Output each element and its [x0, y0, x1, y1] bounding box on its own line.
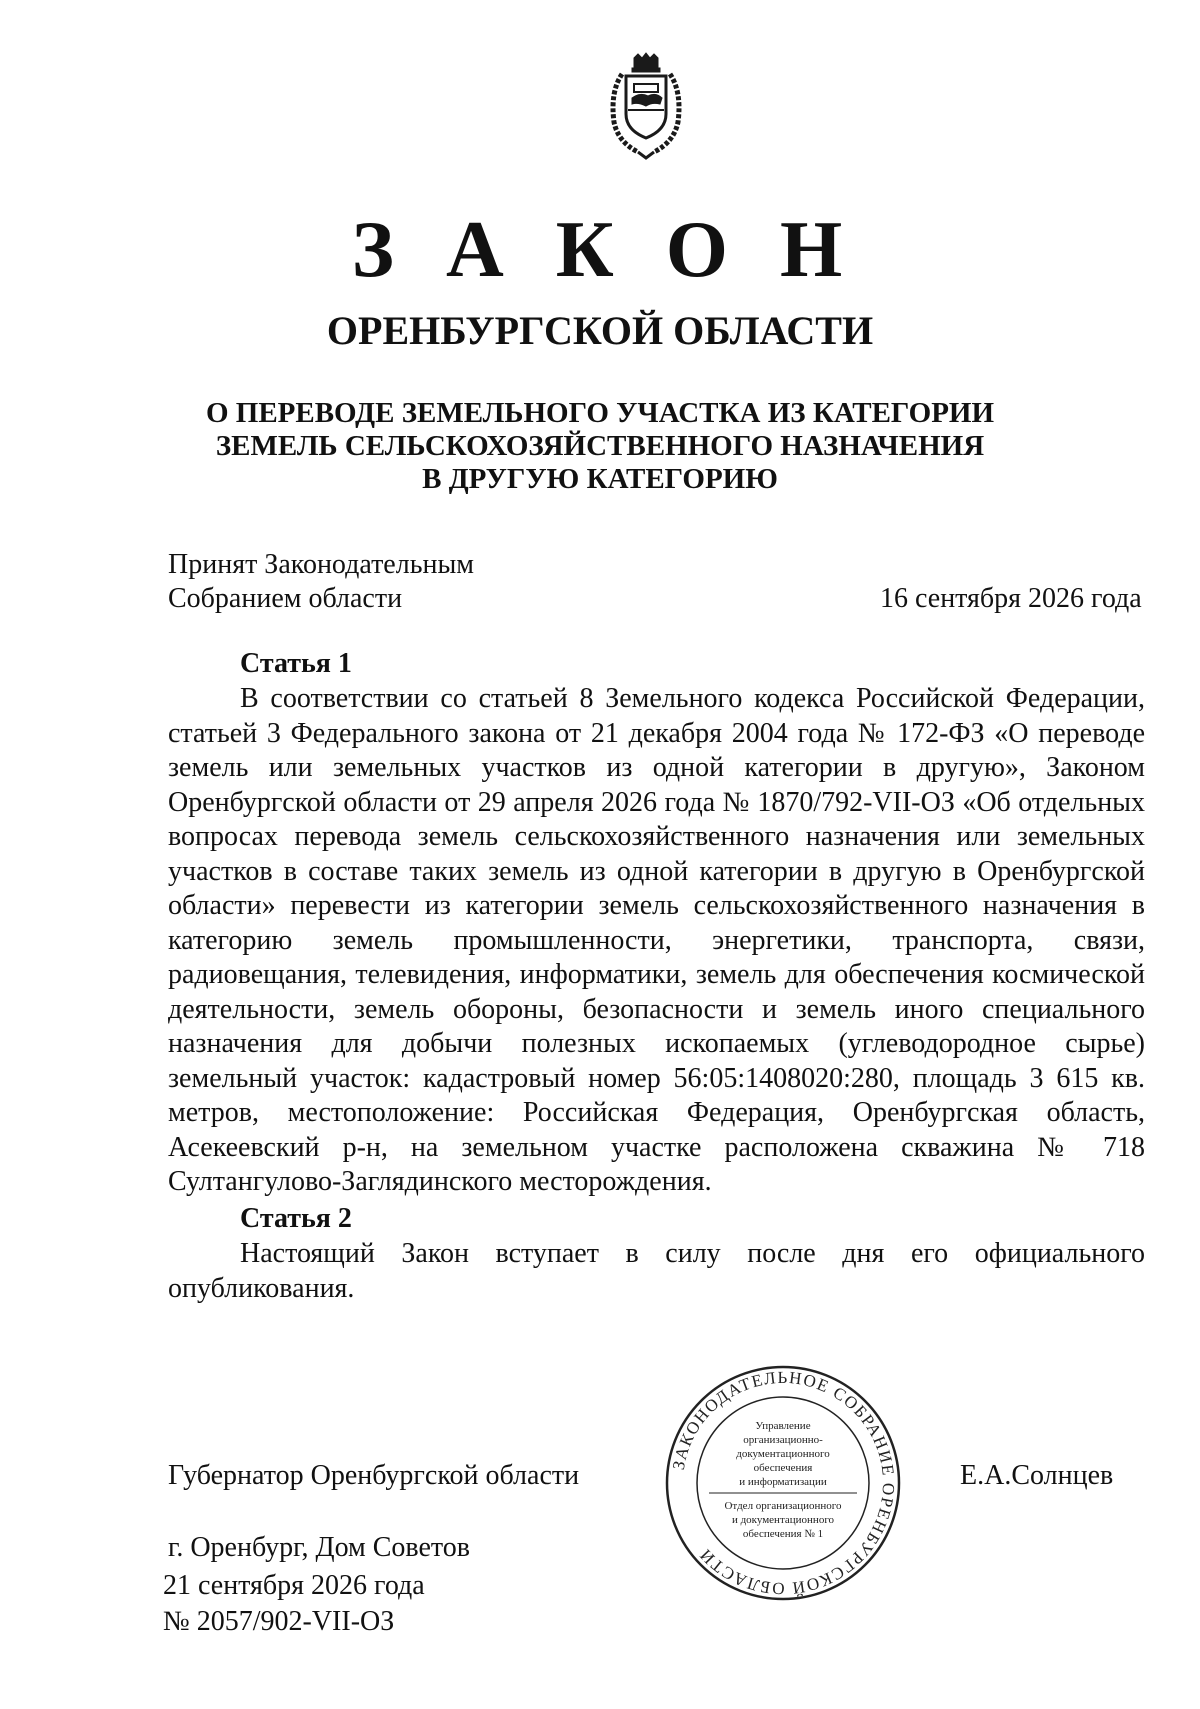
article-2-text: [168, 1237, 1145, 1306]
document-type-title: З А К О Н: [351, 206, 859, 294]
stamp-outer-text: ЗАКОНОДАТЕЛЬНОЕ СОБРАНИЕ ОРЕНБУРГСКОЙ ОБЛАСТИ: [668, 1367, 899, 1599]
adoption-line: Принят Законодательным: [168, 549, 474, 580]
governor-title: Губернатор Оренбургской области: [168, 1460, 580, 1491]
governor-name: Е.А.Солнцев: [960, 1460, 1114, 1491]
stamp-line: Управление: [755, 1420, 811, 1432]
law-subject-line: ЗЕМЕЛЬ СЕЛЬСКОХОЗЯЙСТВЕННОГО НАЗНАЧЕНИЯ: [215, 430, 985, 462]
stamp-line: обеспечения: [753, 1462, 813, 1474]
adoption-line: Собранием области: [168, 583, 403, 614]
stamp-line: и документационного: [731, 1514, 835, 1526]
stamp-inner-text: [709, 1420, 857, 1540]
adoption-date: 16 сентября 2026 года: [880, 583, 1142, 614]
law-number: № 2057/902-VII-ОЗ: [163, 1606, 395, 1637]
article-2-heading: Статья 2: [240, 1203, 352, 1234]
law-subject-line: В ДРУГУЮ КАТЕГОРИЮ: [422, 463, 778, 495]
signing-place: г. Оренбург, Дом Советов: [168, 1532, 470, 1563]
law-subject-title: [0, 397, 1200, 496]
orenburg-coat-of-arms-icon: [604, 52, 688, 162]
article-2-body: Настоящий Закон вступает в силу после дня его официального опубликования.: [168, 1238, 1145, 1304]
adoption-note: [168, 548, 474, 616]
stamp-line: обеспечения № 1: [742, 1528, 824, 1540]
stamp-line: организационно-: [743, 1434, 823, 1446]
article-1-heading: Статья 1: [240, 648, 352, 679]
signing-date: 21 сентября 2026 года: [163, 1570, 425, 1601]
stamp-line: документационного: [736, 1448, 830, 1460]
law-subject-line: О ПЕРЕВОДЕ ЗЕМЕЛЬНОГО УЧАСТКА ИЗ КАТЕГОРИИ: [205, 397, 995, 429]
article-1-text: [168, 682, 1145, 1200]
region-title: ОРЕНБУРГСКОЙ ОБЛАСТИ: [326, 308, 874, 353]
stamp-line: Отдел организационного: [724, 1500, 842, 1512]
official-stamp: [663, 1363, 903, 1603]
stamp-line: и информатизации: [739, 1476, 827, 1488]
article-1-body: В соответствии со статьей 8 Земельного кодекса Российской Федерации, статьей 3 Федерального закона от 21 декабря 2004 года № 172-ФЗ «О переводе земель или земельных участков из одной категории в другую», Законом Оренбургской области от 29 апреля 2026 года № 1870/792-VII-ОЗ «Об отдельных вопросах перевода земель сельскохозяйственного назначения или земельных участков в составе таких земель из одной категории в другую в Оренбургской области» перевести из категории земель сельскохозяйственного назначения в категорию земель промышленности, энергетики, транспорта, связи, радиовещания, телевидения, информатики, земель для обеспечения космической деятельности, земель обороны, безопасности и земель иного специального назначения для добычи полезных ископаемых (углеводородное сырье) земельный участок: кадастровый номер 56:05:1408020:280, площадь 3 615 кв. метров, местоположение: Российская Федерация, Оренбургская область, Асекеевский р-н, на земельном участке расположена скважина № 718 Султангулово-Заглядинского месторождения.: [168, 683, 1145, 1197]
